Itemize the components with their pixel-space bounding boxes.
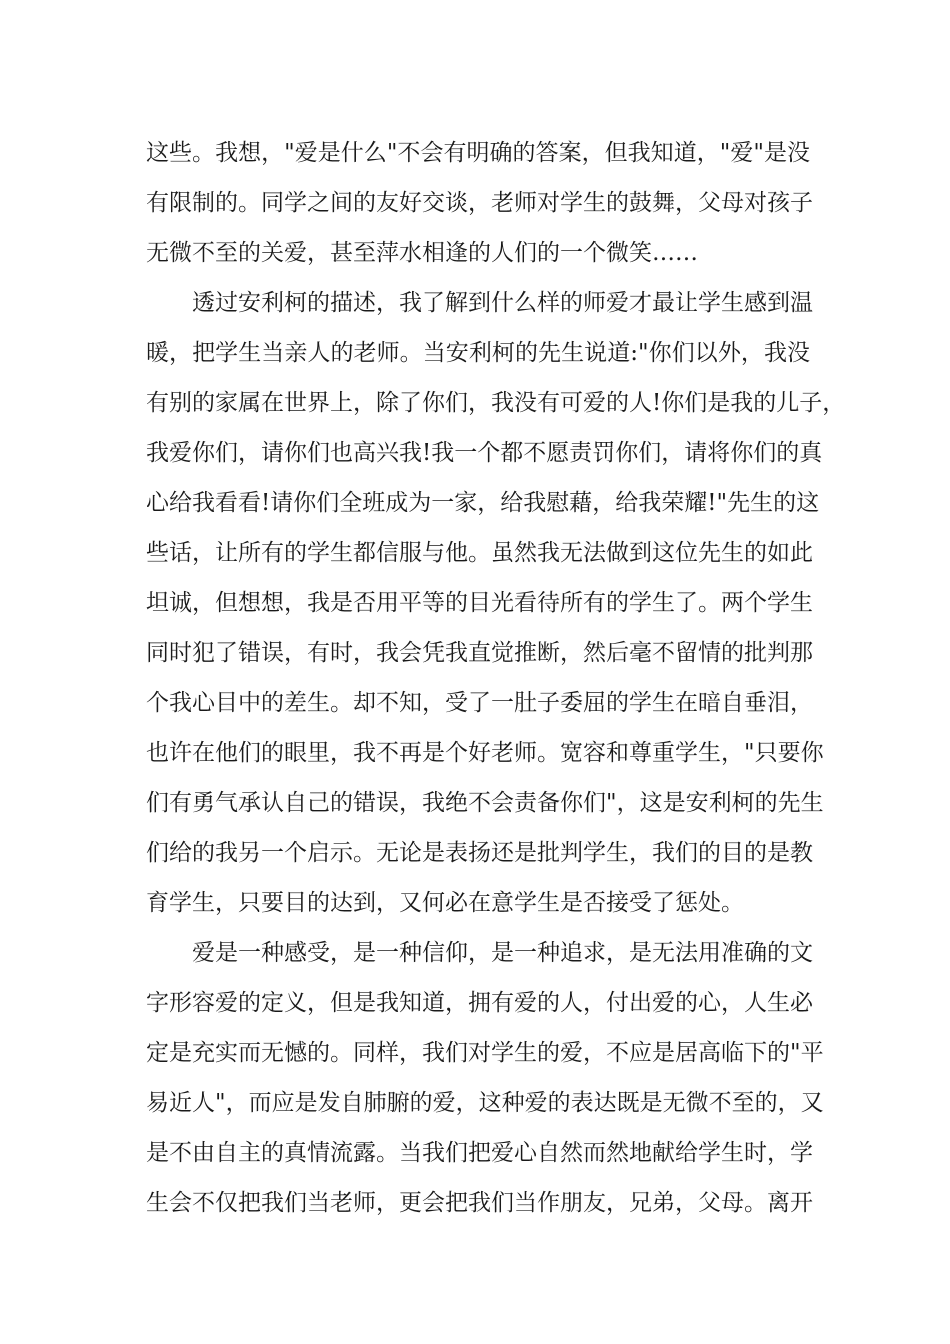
text-line: 是不由自主的真情流露。当我们把爱心自然而然地献给学生时，学 (146, 1140, 813, 1166)
text-line: 育学生，只要目的达到，又何必在意学生是否接受了惩处。 (146, 890, 744, 916)
body-text (146, 128, 846, 1228)
text-line: 些话，让所有的学生都信服与他。虽然我无法做到这位先生的如此 (146, 540, 813, 566)
text-line: 透过安利柯的描述，我了解到什么样的师爱才最让学生感到温 (192, 290, 813, 316)
text-line: 这些。我想，"爱是什么"不会有明确的答案，但我知道，"爱"是没 (146, 140, 810, 166)
text-line: 心给我看看!请你们全班成为一家，给我慰藉，给我荣耀!"先生的这 (146, 490, 820, 516)
text-line: 无微不至的关爱，甚至萍水相逢的人们的一个微笑…… (146, 240, 698, 266)
text-line: 也许在他们的眼里，我不再是个好老师。宽容和尊重学生，"只要你 (146, 740, 824, 766)
text-line: 生会不仅把我们当老师，更会把我们当作朋友，兄弟，父母。离开 (146, 1190, 813, 1216)
text-line: 易近人"，而应是发自肺腑的爱，这种爱的表达既是无微不至的，又 (146, 1090, 824, 1116)
text-line: 有限制的。同学之间的友好交谈，老师对学生的鼓舞，父母对孩子 (146, 190, 813, 216)
text-line: 们给的我另一个启示。无论是表扬还是批判学生，我们的目的是教 (146, 840, 813, 866)
text-line: 我爱你们，请你们也高兴我!我一个都不愿责罚你们，请将你们的真 (146, 440, 823, 466)
text-line: 暖，把学生当亲人的老师。当安利柯的先生说道:"你们以外，我没 (146, 340, 810, 366)
text-line: 爱是一种感受，是一种信仰，是一种追求，是无法用准确的文 (192, 940, 813, 966)
text-line: 个我心目中的差生。却不知，受了一肚子委屈的学生在暗自垂泪， (146, 690, 813, 716)
text-line: 字形容爱的定义，但是我知道，拥有爱的人，付出爱的心，人生必 (146, 990, 813, 1016)
text-line: 同时犯了错误，有时，我会凭我直觉推断，然后毫不留情的批判那 (146, 640, 813, 666)
text-line: 定是充实而无憾的。同样，我们对学生的爱，不应是居高临下的"平 (146, 1040, 824, 1066)
text-line: 坦诚，但想想，我是否用平等的目光看待所有的学生了。两个学生 (146, 590, 813, 616)
text-line: 有别的家属在世界上，除了你们，我没有可爱的人!你们是我的儿子， (146, 390, 846, 416)
text-line: 们有勇气承认自己的错误，我绝不会责备你们"，这是安利柯的先生 (146, 790, 824, 816)
